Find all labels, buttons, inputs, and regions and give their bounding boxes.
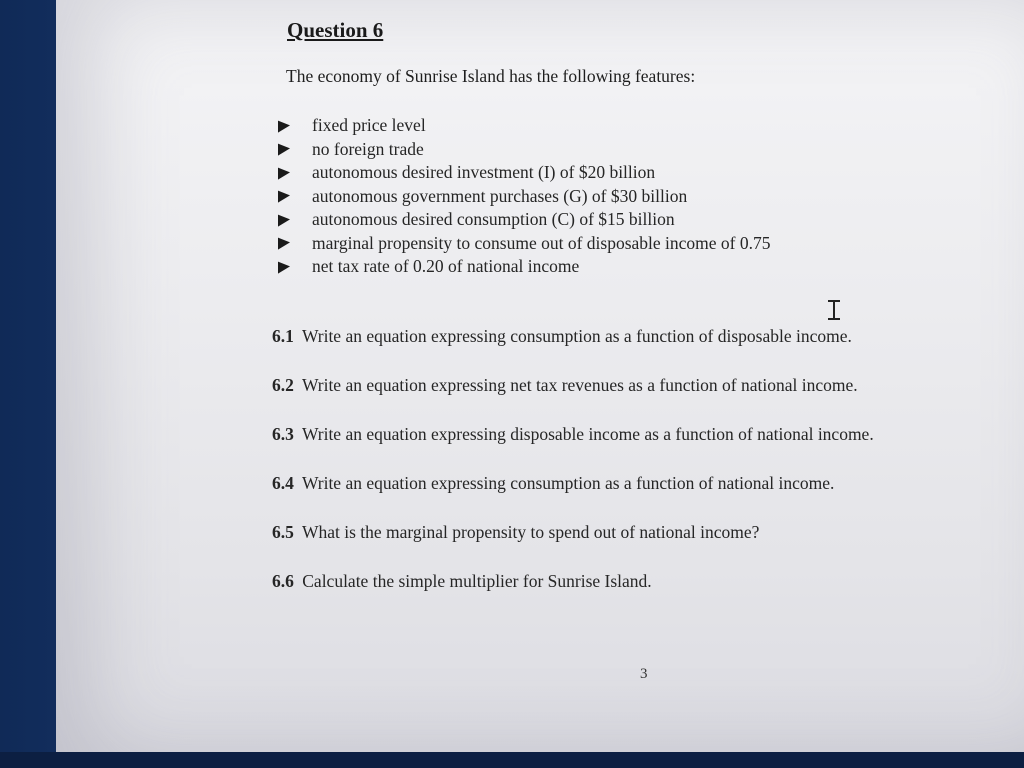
question-item bbox=[272, 424, 874, 473]
question-number: 6.3 bbox=[272, 424, 294, 444]
question-number: 6.2 bbox=[272, 375, 294, 395]
arrowhead-bullet-icon bbox=[278, 166, 290, 179]
feature-text: autonomous desired investment (I) of $20 billion bbox=[312, 162, 656, 183]
feature-text: no foreign trade bbox=[312, 138, 424, 159]
question-number: 6.6 bbox=[272, 571, 294, 591]
feature-list bbox=[278, 114, 771, 279]
arrowhead-bullet-icon bbox=[278, 260, 290, 273]
question-item bbox=[272, 326, 874, 375]
arrowhead-bullet-icon bbox=[278, 213, 290, 226]
feature-text: fixed price level bbox=[312, 115, 426, 136]
intro-text: The economy of Sunrise Island has the following features: bbox=[286, 66, 696, 86]
feature-item bbox=[278, 255, 771, 279]
feature-item bbox=[278, 232, 771, 256]
cursor-stem bbox=[833, 301, 835, 319]
feature-text: net tax rate of 0.20 of national income bbox=[312, 256, 580, 277]
question-text: What is the marginal propensity to spend out of national income? bbox=[301, 522, 760, 542]
question-text: Write an equation expressing net tax revenues as a function of national income. bbox=[301, 375, 858, 395]
feature-text: autonomous government purchases (G) of $30 billion bbox=[312, 185, 688, 206]
question-item bbox=[272, 473, 874, 522]
question-item bbox=[272, 522, 874, 571]
cursor-bottom-cap bbox=[828, 318, 840, 320]
page-number: 3 bbox=[640, 666, 648, 682]
question-item bbox=[272, 375, 874, 424]
arrowhead-bullet-icon bbox=[278, 143, 290, 156]
question-list bbox=[272, 326, 874, 620]
question-item bbox=[272, 571, 874, 620]
question-title: Question 6 bbox=[287, 18, 384, 42]
feature-item bbox=[278, 138, 771, 162]
feature-item bbox=[278, 161, 771, 185]
document-page bbox=[56, 0, 1024, 752]
question-text: Calculate the simple multiplier for Sunrise Island. bbox=[302, 571, 652, 591]
question-number: 6.1 bbox=[272, 326, 294, 346]
question-text: Write an equation expressing consumption as a function of national income. bbox=[301, 473, 835, 493]
feature-text: marginal propensity to consume out of disposable income of 0.75 bbox=[312, 232, 771, 253]
question-text: Write an equation expressing disposable income as a function of national income. bbox=[301, 424, 874, 444]
arrowhead-bullet-icon bbox=[278, 119, 290, 132]
arrowhead-bullet-icon bbox=[278, 237, 290, 250]
question-number: 6.5 bbox=[272, 522, 294, 542]
arrowhead-bullet-icon bbox=[278, 190, 290, 203]
feature-item bbox=[278, 208, 771, 232]
feature-item bbox=[278, 185, 771, 209]
question-text: Write an equation expressing consumption as a function of disposable income. bbox=[301, 326, 852, 346]
text-cursor-icon bbox=[828, 300, 840, 320]
question-number: 6.4 bbox=[272, 473, 294, 493]
monitor-bottom-bezel bbox=[0, 752, 1024, 768]
feature-text: autonomous desired consumption (C) of $15 billion bbox=[312, 209, 675, 230]
feature-item bbox=[278, 114, 771, 138]
